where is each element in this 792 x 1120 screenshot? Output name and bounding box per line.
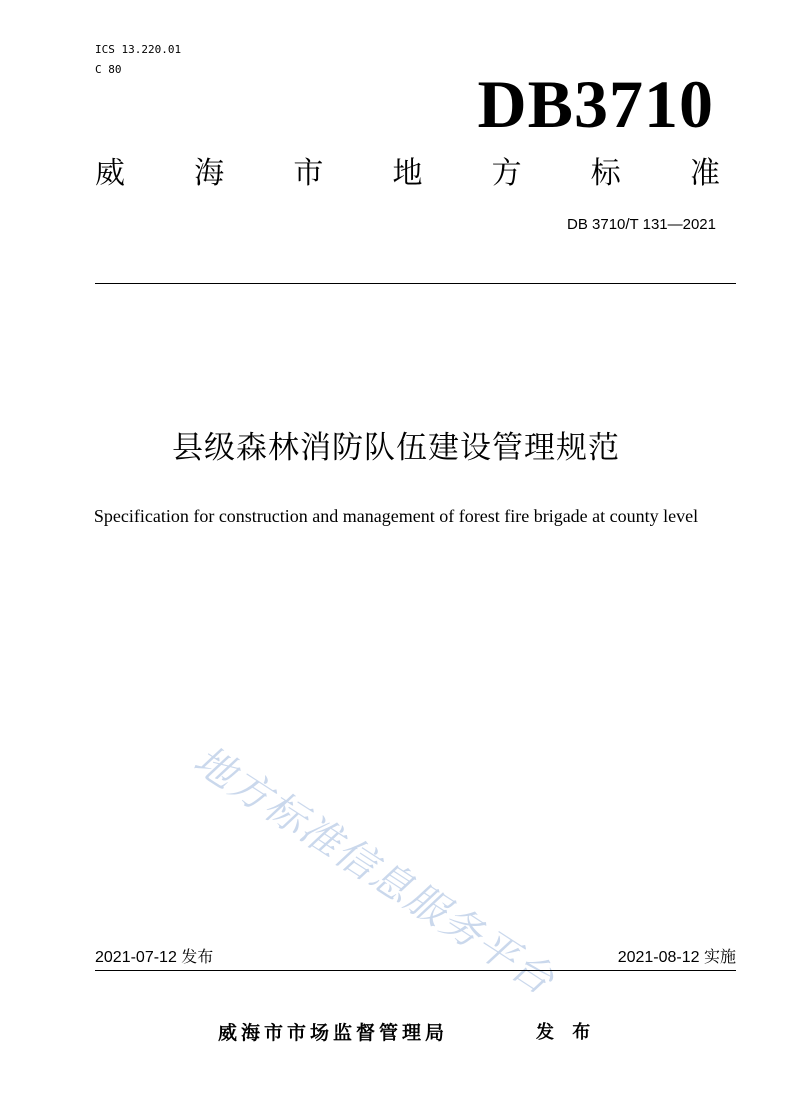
document-title-chinese: 县级森林消防队伍建设管理规范 xyxy=(172,430,620,466)
publish-date: 2021-07-12 发布 xyxy=(95,949,214,966)
bottom-divider xyxy=(95,970,736,971)
title-char: 方 xyxy=(491,156,522,191)
issuing-authority: 威海市市场监督管理局 xyxy=(218,1022,449,1044)
title-char: 市 xyxy=(293,156,324,191)
implement-date: 2021-08-12 实施 xyxy=(617,949,736,966)
ccs-code: C 80 xyxy=(95,63,122,76)
standard-type-title xyxy=(95,152,720,196)
issue-label: 发 布 xyxy=(536,1022,597,1043)
classification-codes xyxy=(95,40,181,80)
title-char: 准 xyxy=(689,156,720,191)
watermark: 地方标准信息服务平台 xyxy=(185,737,563,1005)
standard-code: DB3710 xyxy=(477,66,714,142)
title-char: 地 xyxy=(392,156,423,191)
standard-number: DB 3710/T 131—2021 xyxy=(567,216,716,233)
title-char: 标 xyxy=(590,156,621,191)
document-title-english: Specification for construction and management of forest fire brigade at county level xyxy=(93,506,699,526)
title-char: 威 xyxy=(95,156,125,191)
title-char: 海 xyxy=(194,156,225,191)
ics-code: ICS 13.220.01 xyxy=(95,43,182,56)
top-divider xyxy=(95,283,736,284)
